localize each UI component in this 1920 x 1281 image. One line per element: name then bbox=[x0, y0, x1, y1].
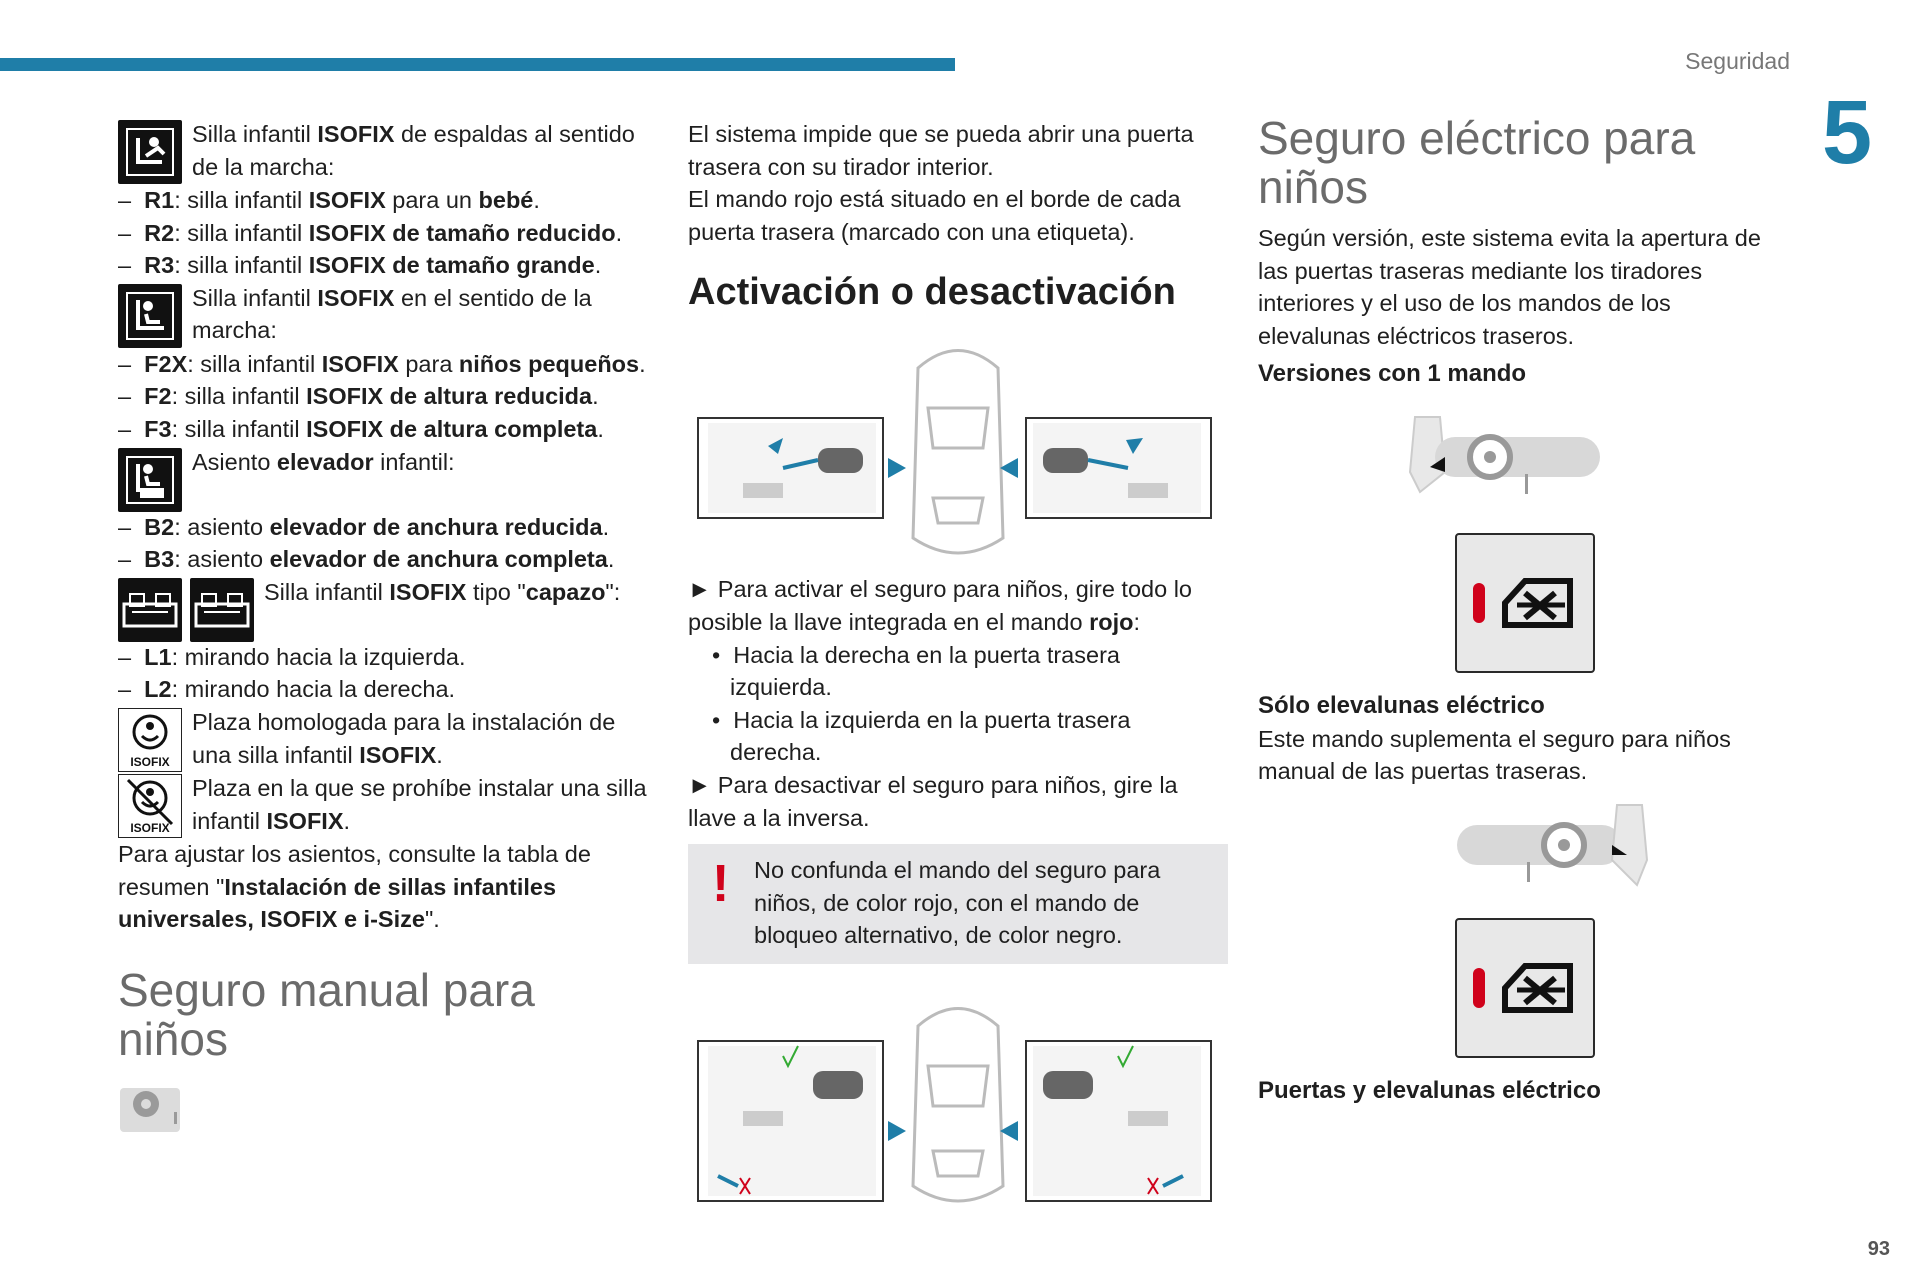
text-bold: ISOFIX bbox=[266, 807, 344, 834]
approved-row bbox=[118, 706, 648, 772]
text: Plaza en la que se prohíbe instalar una silla infantil bbox=[192, 774, 647, 834]
text-bold: elevador de anchura completa bbox=[269, 546, 608, 573]
page-number: 93 bbox=[1867, 1238, 1890, 1260]
text-bold: capazo bbox=[525, 578, 606, 605]
chapter-number: 5 bbox=[1822, 83, 1873, 183]
text: para un bbox=[385, 187, 479, 213]
manual-lock-icon bbox=[118, 1084, 648, 1143]
text: ". bbox=[424, 906, 440, 933]
text: Asiento bbox=[192, 448, 277, 475]
text: infantil: bbox=[373, 448, 455, 475]
warning-icon: ! bbox=[712, 855, 730, 914]
text-bold: B3 bbox=[144, 546, 175, 573]
manual-lock-title: Seguro manual para niños bbox=[118, 963, 535, 1065]
right-door-panel-figure bbox=[1026, 418, 1211, 518]
child-lock-switch-1[interactable] bbox=[1455, 533, 1595, 673]
door-wheel-figure-1 bbox=[1405, 412, 1605, 507]
windows-only-text: Este mando suplementa el seguro para niños manual de las puertas traseras. bbox=[1258, 725, 1731, 785]
column-1 bbox=[118, 118, 648, 1142]
text: Hacia la izquierda en la puerta trasera derecha. bbox=[730, 706, 1131, 766]
b3-item: – B3: asiento elevador de anchura completa. bbox=[118, 546, 615, 573]
isofix-front-row bbox=[118, 282, 648, 348]
text-bold: ISOFIX de altura completa bbox=[306, 415, 598, 442]
text: : silla infantil bbox=[171, 415, 307, 442]
text-bold: rojo bbox=[1089, 608, 1134, 635]
isofix-approved-icon bbox=[118, 708, 182, 772]
left-door-panel-figure bbox=[698, 418, 883, 518]
header-accent-bar bbox=[0, 58, 955, 71]
bullet-left-door: • Hacia la derecha en la puerta trasera izquierda. bbox=[712, 641, 1120, 701]
text: ": bbox=[605, 578, 621, 605]
l1-item: – L1: mirando hacia la izquierda. bbox=[118, 643, 466, 670]
text-bold: F3 bbox=[144, 415, 172, 442]
electric-intro: Según versión, este sistema evita la apertura de las puertas traseras mediante los tiradores interiores y el uso de los mandos de los elevalunas eléctricos traseros. bbox=[1258, 225, 1761, 349]
column-2 bbox=[688, 118, 1228, 1221]
child-lock-switch-2[interactable] bbox=[1455, 918, 1595, 1058]
text: . bbox=[592, 383, 599, 410]
text: Para ajustar los asientos, consulte la tabla de resumen " bbox=[118, 840, 591, 900]
isofix-rear-row bbox=[118, 118, 648, 184]
windows-only-heading: Sólo elevalunas eléctrico bbox=[1258, 692, 1545, 719]
f2x-item: – F2X: silla infantil ISOFIX para niños pequeños. bbox=[118, 350, 646, 377]
text: : asiento bbox=[174, 513, 270, 540]
text-bold: ISOFIX de tamaño reducido bbox=[308, 219, 616, 246]
r1-item: – R1: silla infantil ISOFIX para un bebé. bbox=[118, 187, 540, 213]
r2-item: – R2: silla infantil ISOFIX de tamaño reducido. bbox=[118, 219, 623, 246]
text: . bbox=[602, 513, 610, 540]
carrycot-right-icon bbox=[190, 578, 254, 642]
text-bold: niños pequeños bbox=[458, 350, 640, 377]
doors-windows-heading: Puertas y elevalunas eléctrico bbox=[1258, 1077, 1601, 1104]
text-bold: ISOFIX bbox=[321, 350, 399, 377]
one-control-heading: Versiones con 1 mando bbox=[1258, 360, 1527, 388]
right-door-panel-figure-2 bbox=[1026, 1041, 1211, 1201]
text: Plaza homologada para la instalación de una silla infantil bbox=[192, 708, 616, 768]
text: . bbox=[597, 415, 604, 442]
f2-item: – F2: silla infantil ISOFIX de altura reducida. bbox=[118, 383, 599, 410]
text-bold: bebé bbox=[478, 187, 534, 213]
l2-item: – L2: mirando hacia la derecha. bbox=[118, 676, 456, 703]
text: tipo " bbox=[466, 578, 526, 605]
text: Silla infantil bbox=[192, 284, 318, 311]
text-bold: ISOFIX de tamaño grande bbox=[308, 252, 595, 279]
text-bold: F2X bbox=[144, 350, 188, 377]
text: : silla infantil bbox=[171, 383, 307, 410]
text-bold: B2 bbox=[144, 513, 175, 540]
forward-facing-seat-icon bbox=[118, 284, 182, 348]
door-wheel-figure-2 bbox=[1452, 800, 1652, 895]
adjust-paragraph bbox=[118, 838, 648, 936]
text-bold: ISOFIX de altura reducida bbox=[306, 383, 593, 410]
text-bold: L2 bbox=[144, 676, 172, 703]
carrycot-icons bbox=[118, 578, 254, 642]
booster-row bbox=[118, 446, 648, 511]
text: : asiento bbox=[174, 546, 270, 573]
text: . bbox=[607, 546, 615, 573]
text-bold: ISOFIX bbox=[308, 187, 386, 213]
rear-facing-seat-icon bbox=[118, 120, 182, 184]
section-label: Seguridad bbox=[1685, 48, 1790, 74]
carrycot-left-icon bbox=[118, 578, 182, 642]
text: Para activar el seguro para niños, gire todo lo posible la llave integrada en el mando bbox=[688, 576, 1192, 635]
text: Para desactivar el seguro para niños, gire la llave a la inversa. bbox=[688, 771, 1178, 831]
text: para bbox=[398, 350, 459, 377]
capazo-row bbox=[118, 576, 648, 641]
text-bold: R1 bbox=[144, 187, 175, 213]
warning-box bbox=[688, 844, 1228, 964]
svg-text:ISOFIX: ISOFIX bbox=[130, 754, 170, 769]
text-bold: F2 bbox=[144, 383, 172, 410]
activation-title: Activación o desactivación bbox=[688, 271, 1176, 314]
b2-item: – B2: asiento elevador de anchura reducida. bbox=[118, 513, 610, 540]
key-diagram-top bbox=[688, 328, 1228, 573]
text: . bbox=[436, 741, 443, 768]
text-bold: elevador bbox=[276, 448, 374, 475]
text: : mirando hacia la derecha. bbox=[171, 676, 456, 703]
text-bold: Instalación de sillas infantiles universales, ISOFIX e i-Size bbox=[118, 873, 557, 933]
key-diagram-bottom bbox=[688, 996, 1228, 1221]
text-bold: ISOFIX bbox=[389, 578, 467, 605]
car-topview-icon-2 bbox=[913, 1008, 1003, 1201]
text-bold: ISOFIX bbox=[359, 741, 437, 768]
text-bold: R3 bbox=[144, 252, 175, 279]
text: Silla infantil bbox=[264, 578, 390, 605]
left-door-panel-figure-2 bbox=[698, 1041, 883, 1201]
warning-text: No confunda el mando del seguro para niños, de color rojo, con el mando de bloqueo alternativo, de color negro. bbox=[754, 857, 1161, 949]
text-bold: L1 bbox=[144, 643, 172, 670]
text: . bbox=[639, 350, 646, 377]
text: en el sentido de la marcha: bbox=[192, 284, 592, 344]
isofix-prohibited-icon bbox=[118, 774, 182, 838]
text: de espaldas al sentido de la marcha: bbox=[192, 121, 635, 180]
intro-paragraph: El sistema impide que se pueda abrir una puerta trasera con su tirador interior. bbox=[688, 121, 1194, 180]
text: Hacia la derecha en la puerta trasera izquierda. bbox=[730, 641, 1120, 701]
car-topview-icon bbox=[913, 351, 1003, 554]
text: . bbox=[594, 252, 602, 279]
text: : silla infantil bbox=[174, 252, 309, 279]
text: : mirando hacia la izquierda. bbox=[171, 643, 466, 670]
red-control-paragraph: El mando rojo está situado en el borde de cada puerta trasera (marcado con una etiqueta). bbox=[688, 186, 1181, 245]
text: . bbox=[343, 807, 351, 834]
text: : bbox=[1133, 608, 1140, 635]
text: : silla infantil bbox=[174, 219, 309, 246]
text-bold: ISOFIX bbox=[317, 284, 395, 311]
doors-windows-block bbox=[1258, 1075, 1788, 1108]
svg-text:ISOFIX: ISOFIX bbox=[130, 820, 170, 835]
r3-item: – R3: silla infantil ISOFIX de tamaño grande. bbox=[118, 252, 602, 279]
f3-item: – F3: silla infantil ISOFIX de altura completa. bbox=[118, 415, 604, 442]
deactivate-step: ► Para desactivar el seguro para niños, gire la llave a la inversa. bbox=[688, 771, 1178, 831]
activate-step: ► Para activar el seguro para niños, gire todo lo posible la llave integrada en el mando rojo: bbox=[688, 576, 1192, 635]
text: . bbox=[533, 187, 540, 213]
bullet-right-door: • Hacia la izquierda en la puerta trasera derecha. bbox=[712, 706, 1131, 766]
text-bold: elevador de anchura reducida bbox=[269, 513, 603, 540]
text-bold: ISOFIX bbox=[317, 121, 395, 147]
text: Silla infantil bbox=[192, 121, 318, 147]
electric-lock-title: Seguro eléctrico para niños bbox=[1258, 112, 1696, 213]
prohibited-row bbox=[118, 772, 648, 838]
column-3 bbox=[1258, 222, 1788, 391]
text: . bbox=[615, 219, 623, 246]
text: : silla infantil bbox=[187, 350, 322, 377]
booster-seat-icon bbox=[118, 448, 182, 512]
text-bold: R2 bbox=[144, 219, 175, 246]
windows-only-block bbox=[1258, 690, 1788, 788]
text: : silla infantil bbox=[174, 187, 309, 213]
